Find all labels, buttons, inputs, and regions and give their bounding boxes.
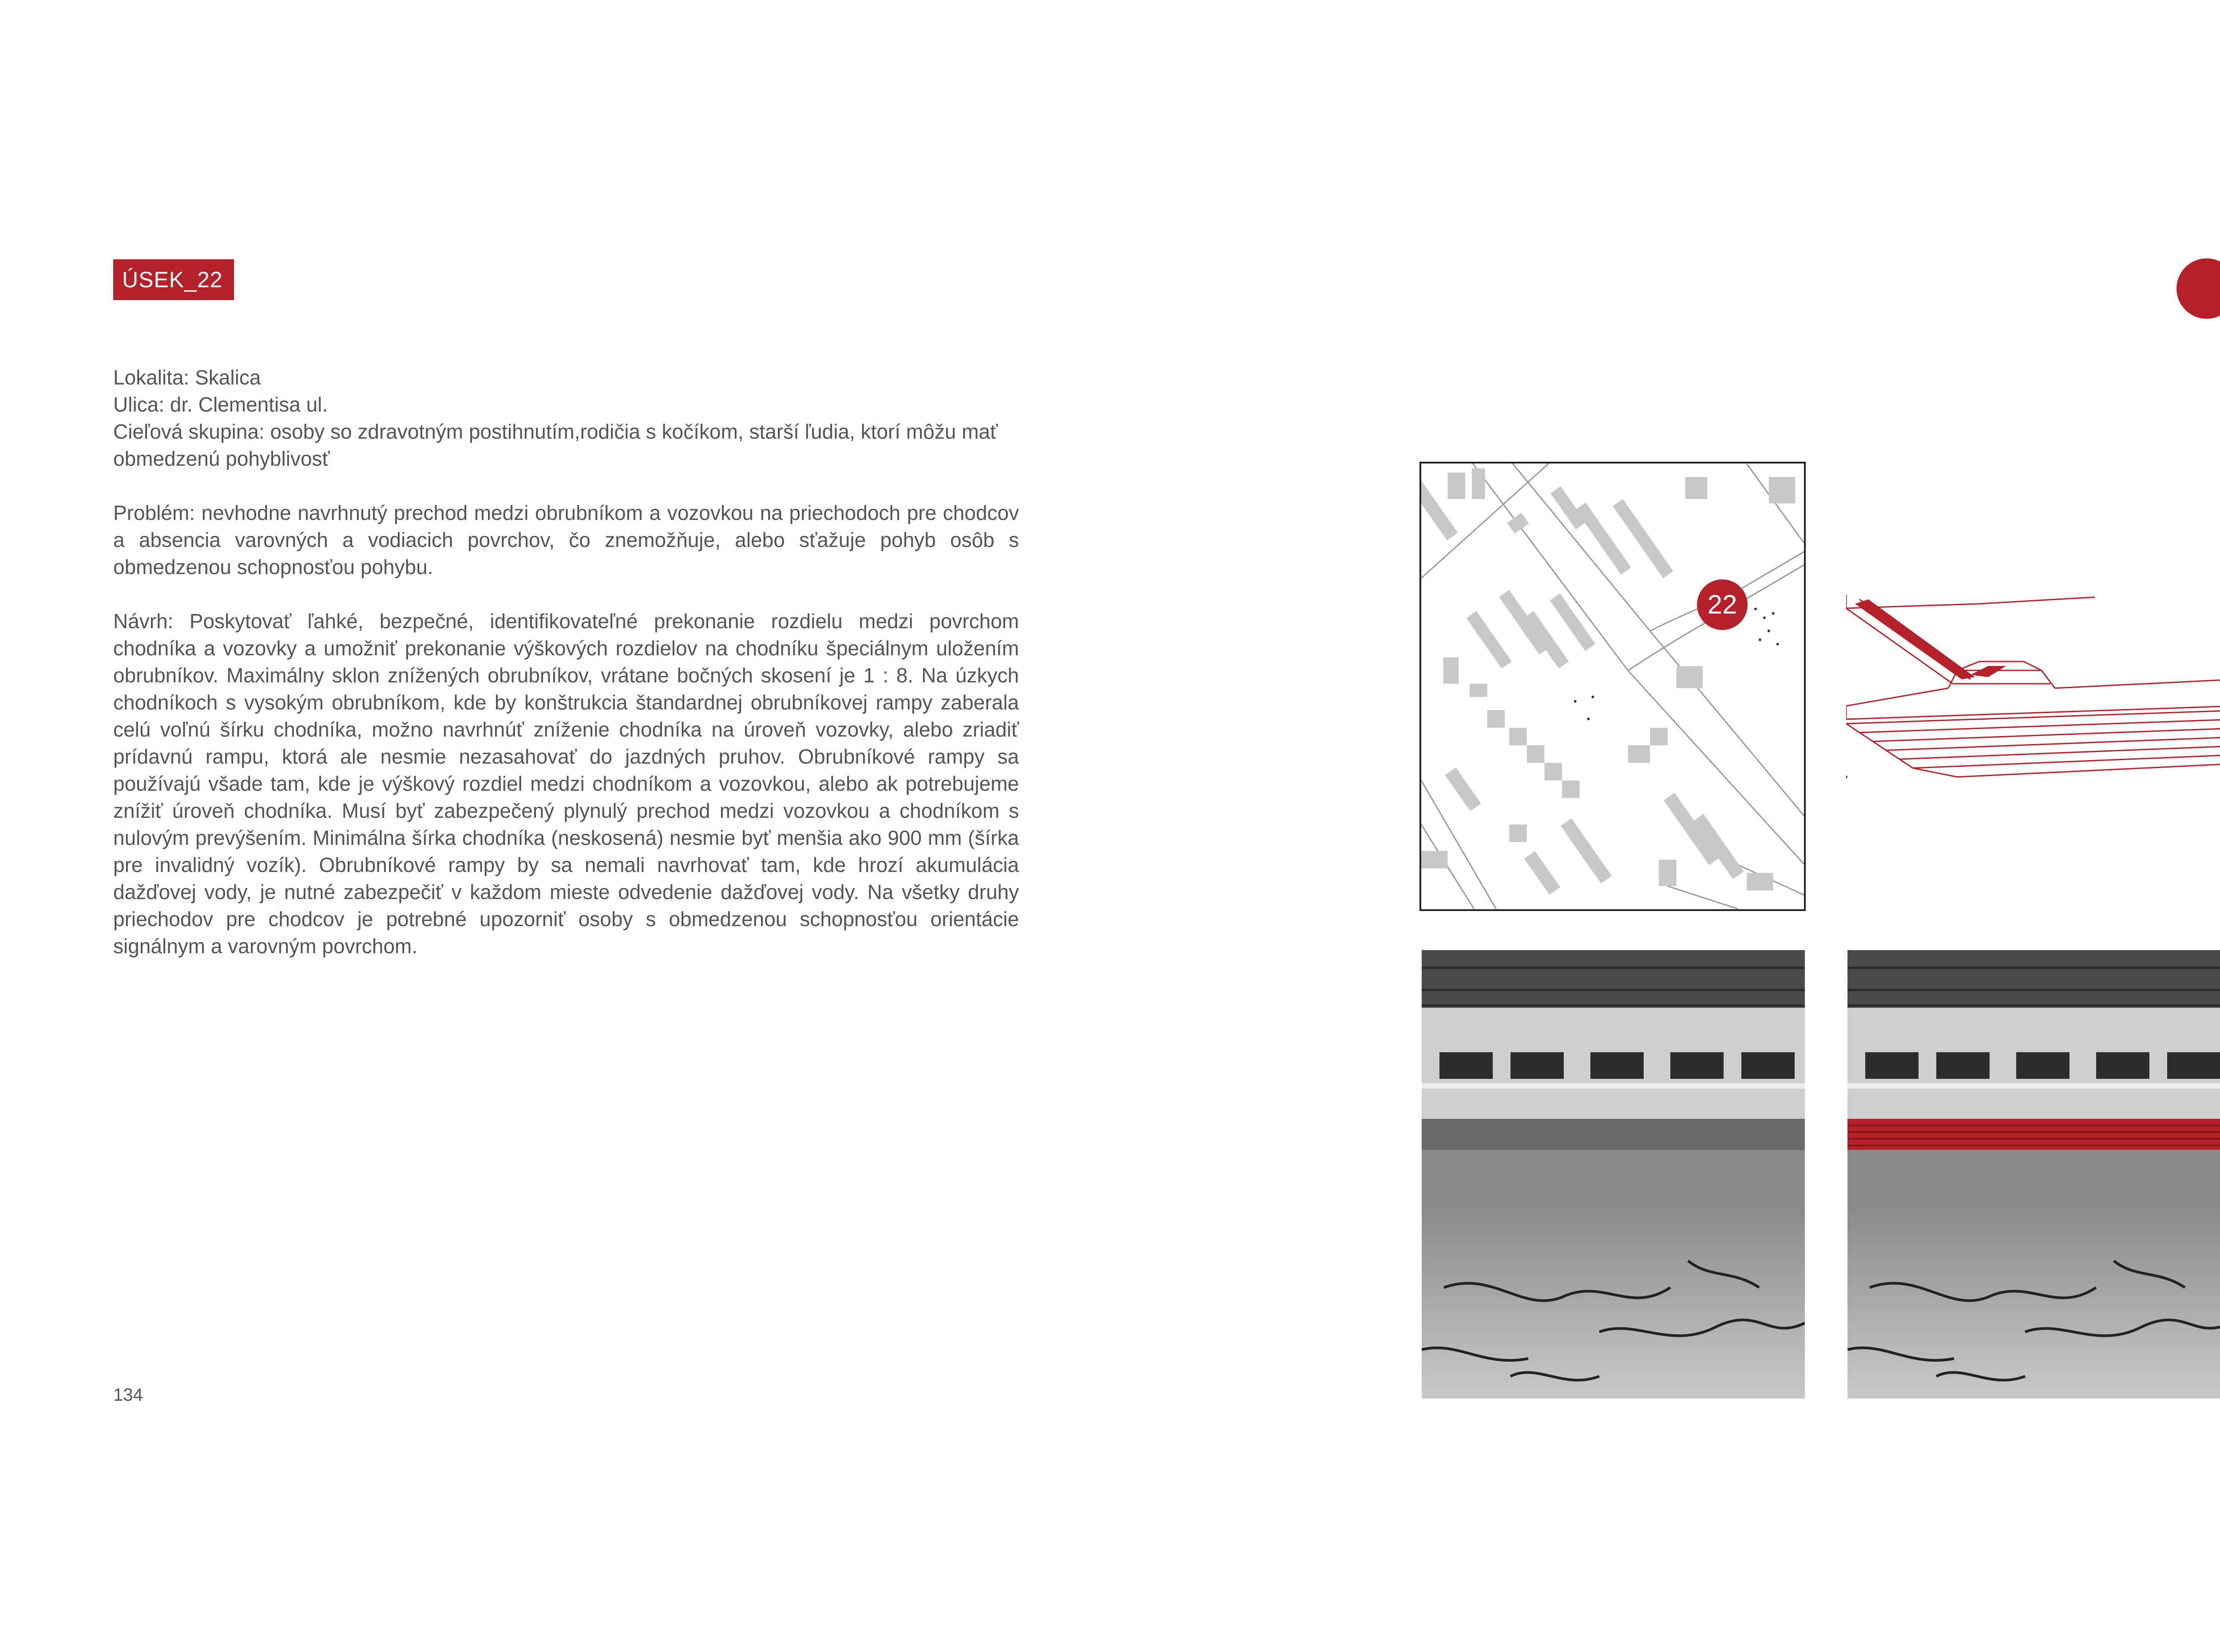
target-group-line: Cieľová skupina: osoby so zdravotným postihnutím,rodičia s kočíkom, starší ľudia, ktorí môžu mať obmedzenú pohyblivosť [113, 420, 998, 470]
section-tag: ÚSEK_22 [113, 259, 234, 300]
problem-paragraph: Problém: nevhodne navrhnutý prechod medzi obrubníkom a vozovkou na priechodoch pre chodcov a absencia varovných a vodiacich povrchov, čo znemožňuje, alebo sťažuje pohyb osôb s obmedzenou schopnosťou pohybu. [113, 501, 1019, 578]
location-line: Lokalita: Skalica [113, 366, 261, 389]
proposal-paragraph: Návrh: Poskytovať ľahké, bezpečné, identifikovateľné prekonanie rozdielu medzi povrchom chodníka a vozovky a umožniť prekonanie výškových rozdielov na chodníku špeciálnym uložením obrubníkov. Maximálny sklon znížených obrubníkov, vrátane bočných skosení je 1 : 8. Na úzkych chodníkoch s vysokým obrubníkom, kde by konštrukcia štandardnej obrubníkovej rampy zaberala celú voľnú šírku chodníka, možno navrhnúť zníženie chodníka na úroveň vozovky, alebo zriadiť prídavnú rampu, ktorá ale nesmie nezasahovať do jazdných pruhov. Obrubníkové rampy sa používajú všade tam, kde je výškový rozdiel medzi chodníkom a vozovkou, alebo ak potrebujeme znížiť úroveň chodníka. Musí byť zabezpečený plynulý prechod medzi vozovkou a chodníkom s nulovým prevýšením. Minimálna šírka chodníka (neskosená) nesmie byť menšia ako 900 mm (šírka pre invalidný vozík). Obrubníkové rampy by sa nemali navrhovať tam, kde hrozí akumulácia dažďovej vody, je nutné zabezpečiť v každom mieste odvedenie dažďovej vody. Na všetky druhy priechodov pre chodcov je potrebné upozorniť osoby s obmedzenou schopnosťou orientácie signálnym a varovným povrchom. [113, 610, 1019, 958]
ramp-axonometric-drawing [1846, 590, 2220, 804]
street-line: Ulica: dr. Clementisa ul. [113, 393, 328, 416]
location-map [1419, 462, 1806, 911]
map-marker: 22 [1697, 579, 1748, 630]
description-text [113, 364, 1019, 960]
page-number: 134 [113, 1385, 143, 1405]
section-marker-dot [2176, 258, 2220, 319]
photo-proposed-crossing [1847, 950, 2220, 1398]
map-drawing [1421, 464, 1804, 909]
photo-existing-crossing [1422, 950, 1805, 1398]
